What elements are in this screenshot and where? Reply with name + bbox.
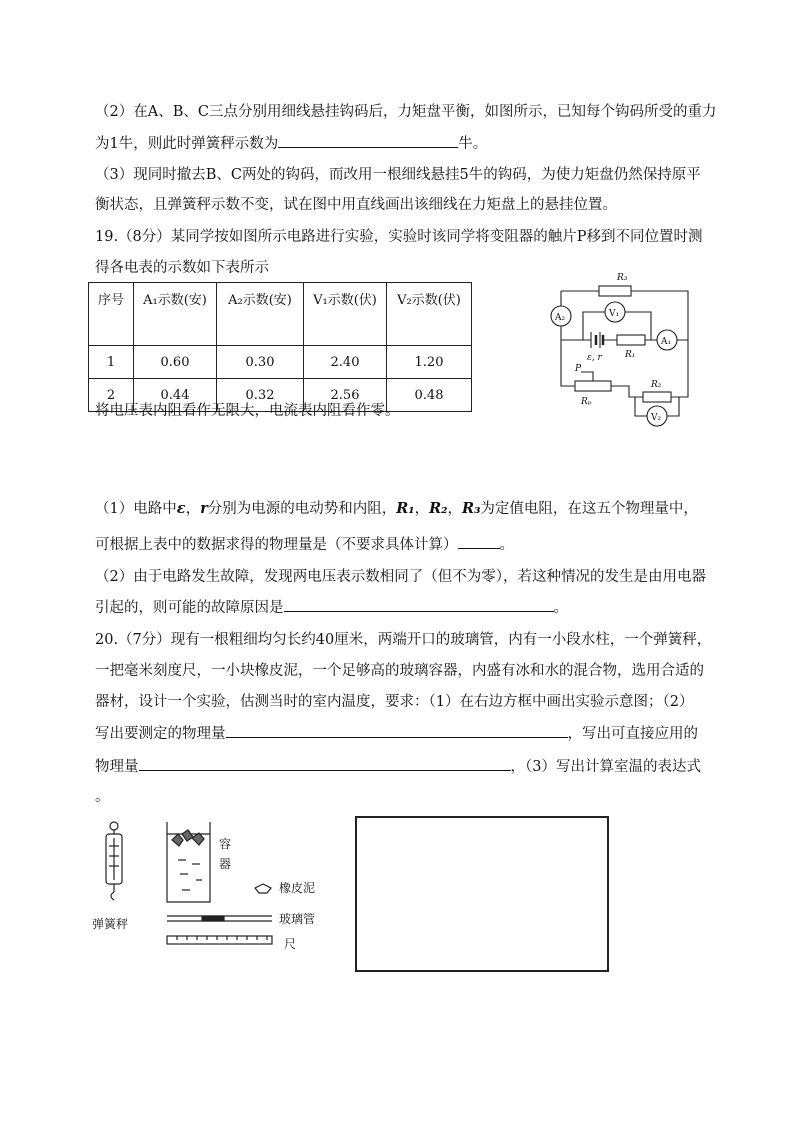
q19-part1-answer-blank[interactable] [458, 534, 500, 549]
label-container-1: 容 [219, 837, 232, 851]
q20-line2: 一把毫米刻度尺，一小块橡皮泥，一个足够高的玻璃容器，内盛有冰和水的混合物，选用合适的 [95, 663, 704, 679]
label-a1: A₁ [661, 337, 672, 347]
symbol-R2: R₂ [429, 500, 448, 517]
table-cell: 0.60 [134, 346, 217, 379]
table-cell: 2.56 [304, 379, 387, 412]
resistor-r3 [599, 286, 631, 296]
q20-measured-blank[interactable] [226, 723, 568, 738]
rheostat-slider [581, 372, 593, 381]
q19-intro-line1: 19.（8分）某同学按如图所示电路进行实验，实验时该同学将变阻器的触片P移到不同位置时测 [95, 229, 703, 245]
label-container-2: 器 [219, 857, 232, 871]
q19-part1-line2 [95, 534, 514, 555]
q19-part2-answer-blank[interactable] [284, 597, 554, 612]
q18-part2-line1: （2）在A、B、C三点分别用细线悬挂钩码后，力矩盘平衡，如图所示，已知每个钩码所受的重力 [95, 104, 717, 120]
text: （1）电路中 [95, 501, 177, 517]
resistor-r1 [617, 335, 645, 345]
label-glass-tube: 玻璃管 [279, 912, 316, 926]
table-cell: 0.30 [217, 346, 304, 379]
q18-part2-unit: 牛。 [458, 136, 488, 152]
table-cell: 0.32 [217, 379, 304, 412]
label-spring-scale: 弹簧秤 [92, 917, 129, 931]
table-cell: 2 [89, 379, 134, 412]
label-p: P [575, 364, 582, 374]
text: ，写出可直接应用的 [567, 726, 698, 742]
label-r3: R₃ [617, 273, 628, 283]
label-putty: 橡皮泥 [279, 881, 316, 895]
q20-line5 [95, 756, 701, 777]
q19-intro-line2: 得各电表的示数如下表所示 [95, 260, 269, 276]
rheostat-rp [575, 381, 611, 391]
label-r2: R₂ [651, 380, 662, 390]
text: 。 [553, 600, 568, 616]
table-header-cell: A₁示数(安) [134, 283, 217, 346]
table-header-row [89, 283, 472, 346]
q20-line4 [95, 723, 698, 744]
text: ，（3）写出计算室温的表达式 [510, 759, 701, 775]
label-v2: V₂ [651, 413, 662, 423]
q19-data-table [88, 282, 472, 412]
text: 引起的，则可能的故障原因是 [95, 600, 284, 616]
q18-part2-line2 [95, 133, 487, 154]
ruler-icon [167, 936, 272, 944]
symbol-R3: R₃ [462, 500, 481, 517]
table-cell: 0.44 [134, 379, 217, 412]
label-a2: A₂ [555, 313, 566, 323]
q19-note: 将电压表内阻看作无限大，电流表内阻看作零。 [95, 403, 400, 419]
q18-part3-line2: 衡状态，且弹簧秤示数不变，试在图中用直线画出该细线在力矩盘上的悬挂位置。 [95, 197, 617, 213]
q20-line6: 。 [95, 789, 110, 805]
text: 可根据上表中的数据求得的物理量是（不要求具体计算） [95, 537, 458, 553]
q19-part2-line2 [95, 597, 568, 618]
q18-answer-blank[interactable] [278, 133, 458, 148]
label-r1: R₁ [625, 350, 636, 360]
circuit-diagram [545, 268, 695, 428]
container-icon [167, 822, 210, 902]
q19-part1-line1: （1）电路中ε，r分别为电源的电动势和内阻，R₁，R₂，R₃为定值电阻，在这五个物理量中， [95, 500, 698, 517]
label-battery: ε, r [587, 353, 602, 363]
q18-part3-line1: （3）现同时撤去B、C两处的钩码，而改用一根细线悬挂5牛的钩码，为使力矩盘仍然保持原平 [95, 167, 701, 183]
apparatus-illustration [92, 820, 332, 960]
text: 为定值电阻，在这五个物理量中， [480, 501, 698, 517]
text: 分别为电源的电动势和内阻， [207, 501, 397, 517]
spring-scale-icon [106, 822, 122, 900]
text: 写出要测定的物理量 [95, 726, 226, 742]
symbol-R1: R₁ [396, 500, 415, 517]
resistor-r2 [643, 392, 671, 402]
wire [561, 291, 575, 386]
table-cell: 0.48 [387, 379, 472, 412]
q20-line3: 器材，设计一个实验，估测当时的室内温度，要求：（1）在右边方框中画出实验示意图；（2） [95, 694, 694, 710]
table-header-cell: 序号 [89, 283, 134, 346]
table-row [89, 346, 472, 379]
putty-icon [255, 884, 271, 893]
q20-known-blank[interactable] [139, 756, 511, 771]
q19-part2-line1: （2）由于电路发生故障，发现两电压表示数相同了（但不为零），若这种情况的发生是由用电器 [95, 569, 706, 585]
table-cell: 1.20 [387, 346, 472, 379]
glass-tube-icon [167, 916, 272, 921]
q20-line1: 20.（7分）现有一根粗细均匀长约40厘米，两端开口的玻璃管，内有一小段水柱，一个弹簧秤， [95, 632, 712, 648]
label-rp: Rₚ [581, 397, 592, 407]
table-header-cell: V₂示数(伏) [387, 283, 472, 346]
symbol-epsilon: ε [176, 500, 186, 517]
label-ruler: 尺 [284, 937, 297, 951]
table-cell: 1 [89, 346, 134, 379]
text: 。 [499, 537, 514, 553]
q20-answer-box[interactable] [355, 816, 609, 972]
text: 物理量 [95, 759, 139, 775]
table-cell: 2.40 [304, 346, 387, 379]
text: ， [185, 501, 201, 517]
symbol-r: r [200, 500, 208, 517]
table-header-cell: A₂示数(安) [217, 283, 304, 346]
label-v1: V₁ [609, 309, 620, 319]
table-header-cell: V₁示数(伏) [304, 283, 387, 346]
q18-part2-text: 为1牛，则此时弹簧秤示数为 [95, 136, 279, 152]
